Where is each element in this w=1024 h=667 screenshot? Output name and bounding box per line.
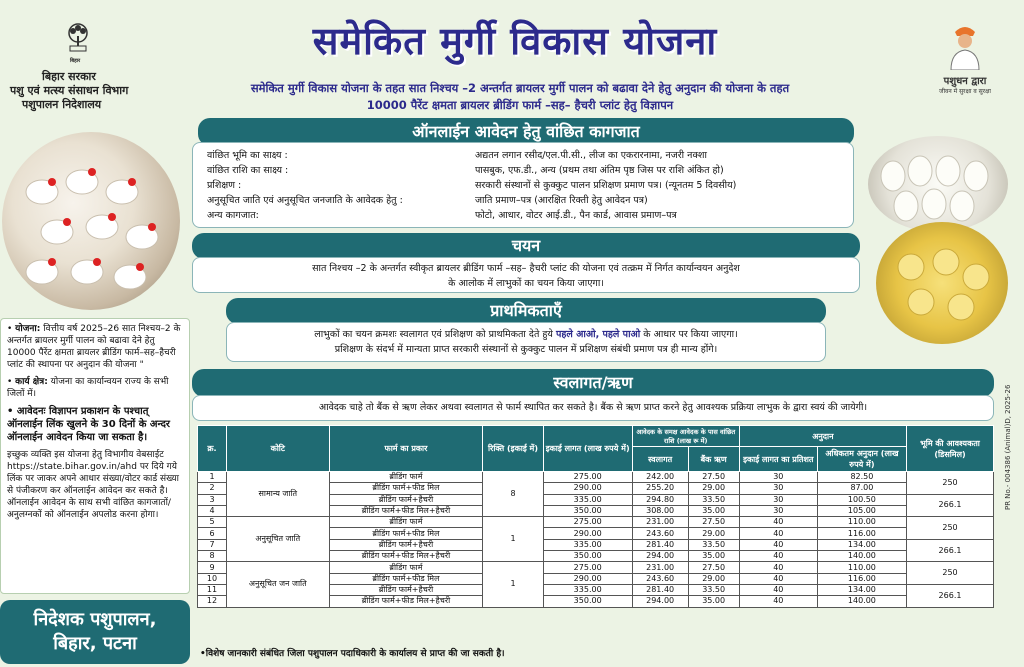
cell-bankloan: 27.50 <box>688 517 739 528</box>
table-row <box>198 517 994 528</box>
cell-bankloan: 33.50 <box>688 584 739 595</box>
director-box <box>0 600 190 664</box>
cell-vacancy: 8 <box>483 472 543 517</box>
cell-unit-cost: 335.00 <box>543 539 632 550</box>
table-row <box>198 562 994 573</box>
footnote: •विशेष जानकारी संबंधित जिला पशुपालन पदाधिकारी के कार्यालय से प्राप्त की जा सकती है। <box>200 649 505 659</box>
cell-sub-max: 116.00 <box>817 573 906 584</box>
th-bankloan: बैंक ऋण <box>688 447 739 472</box>
cell-unit-cost: 350.00 <box>543 551 632 562</box>
cell-selfcost: 242.00 <box>632 472 688 483</box>
bodhi-tree-emblem-icon <box>62 22 94 54</box>
scheme-label: योजना: <box>15 324 41 334</box>
th-land: भूमि की आवश्यकता (डिसमिल) <box>907 426 994 472</box>
cell-sr: 9 <box>198 562 227 573</box>
cell-sr: 1 <box>198 472 227 483</box>
cell-unit-cost: 350.00 <box>543 505 632 516</box>
emblem-text: बिहार <box>70 58 81 64</box>
cell-sub-max: 110.00 <box>817 517 906 528</box>
doc-label-training: प्रशिक्षण : <box>207 180 242 191</box>
doc-value-other: फोटो, आधार, वोटर आई.डी., पैन कार्ड, आवास प्रमाण–पत्र <box>475 210 677 221</box>
th-sub-max: अधिकतम अनुदान (लाख रुपये में) <box>817 447 906 472</box>
cell-bankloan: 33.50 <box>688 539 739 550</box>
cell-sr: 5 <box>198 517 227 528</box>
priority-heading: प्राथमिकताएँ <box>226 298 826 324</box>
cell-bankloan: 29.00 <box>688 573 739 584</box>
cell-selfcost: 231.00 <box>632 517 688 528</box>
th-vacancy: रिक्ति (इकाई में) <box>483 426 543 472</box>
instructions-paragraph: इच्छुक व्यक्ति इस योजना हेतु विभागीय वेबसाईट https://state.bihar.gov.in/ahd पर दिये गये लिंक पर जाकर अपने आधार संख्या/वोटर कार्ड संख्या से पंजीकरण कर ऑनलाईन आवेदन कर सकते है। ऑनलाईन आवेदन के साथ सभी वांछित कागजातों/अनुलग्नकों को ऑनलाईन अपलोड करना होगा। <box>7 450 179 520</box>
priority-text-1 <box>227 327 825 342</box>
subtitle-line-1: समेकित मुर्गी विकास योजना के तहत सात निश्चय –2 अन्तर्गत ब्रायलर मुर्गी पालन को बढावा देने हेतु अनुदान की योजना के तहत <box>250 81 790 95</box>
govt-logo-block <box>10 22 170 112</box>
cell-unit-cost: 290.00 <box>543 573 632 584</box>
cell-selfcost: 243.60 <box>632 573 688 584</box>
pashudhan-tagline: जीवन में सुरक्षा व सुरक्षा <box>939 88 991 95</box>
cell-land: 266.1 <box>907 494 994 517</box>
subsidy-table <box>197 425 994 608</box>
doc-label-other: अन्य कागजात: <box>207 210 259 221</box>
cell-sub-max: 105.00 <box>817 505 906 516</box>
application-text: विज्ञापन प्रकाशन के पश्चात् ऑनलाईन लिंक खुलने के 30 दिनों के अन्दर ऑनलाईन आवेदन किया जा सकता है। <box>7 406 170 443</box>
th-sub-pct: इकाई लागत का प्रतिशत <box>739 447 817 472</box>
cell-sub-pct: 40 <box>739 584 817 595</box>
cell-unit-cost: 335.00 <box>543 494 632 505</box>
cell-sub-max: 100.50 <box>817 494 906 505</box>
cell-sr: 7 <box>198 539 227 550</box>
cell-sub-pct: 40 <box>739 517 817 528</box>
cell-land: 266.1 <box>907 584 994 607</box>
scheme-text: वित्तीय वर्ष 2025–26 सात निश्चय–2 के अन्तर्गत ब्रायलर मुर्गी पालन को बढावा देने हेतु 10000 पैरेंट क्षमता ब्रायलर ब्रीडिंग फार्म–सह–हैचरी प्लांट की स्थापना पर अनुदान की योजना " <box>7 324 181 370</box>
directorate-name: पशुपालन निदेशालय <box>22 98 102 111</box>
cell-sub-pct: 40 <box>739 539 817 550</box>
priority-text-1a: लाभुकों का चयन क्रमशः स्वलागत एवं प्रशिक्षण को प्राथमिकता देते हुये <box>314 329 556 340</box>
cell-sub-max: 87.00 <box>817 483 906 494</box>
cell-sub-max: 140.00 <box>817 596 906 607</box>
cell-bankloan: 35.00 <box>688 596 739 607</box>
cell-sub-pct: 40 <box>739 596 817 607</box>
cell-sr: 6 <box>198 528 227 539</box>
selfcost-heading: स्वलागत/ऋण <box>192 369 994 397</box>
cell-farm-type: ब्रीडिंग फार्म+फीड मिल <box>329 528 483 539</box>
director-line-2: बिहार, पटना <box>53 633 137 654</box>
documents-panel <box>192 142 854 228</box>
table-row <box>198 472 994 483</box>
cell-selfcost: 243.60 <box>632 528 688 539</box>
cell-bankloan: 29.00 <box>688 483 739 494</box>
th-category: कोटि <box>226 426 329 472</box>
application-paragraph: • आवेदनः विज्ञापन प्रकाशन के पश्चात् ऑनलाईन लिंक खुलने के 30 दिनों के अन्दर ऑनलाईन आवेदन किया जा सकता है। <box>7 406 170 443</box>
cell-farm-type: ब्रीडिंग फार्म+फीड मिल+हैचरी <box>329 551 483 562</box>
cell-sr: 2 <box>198 483 227 494</box>
eggs-illustration <box>868 136 1008 232</box>
eggs-photo <box>868 136 1008 232</box>
work-area-label: कार्य क्षेत्र: <box>15 377 48 387</box>
th-unit-cost: इकाई लागत (लाख रुपये में) <box>543 426 632 472</box>
cell-sr: 8 <box>198 551 227 562</box>
chickens-illustration <box>2 132 180 310</box>
selfcost-text: आवेदक चाहे तो बैंक से ऋण लेकर अथवा स्वलागत से फार्म स्थापित कर सकते है। बैंक से ऋण प्राप्त करने हेतु आवश्यक प्रक्रिया लाभुक के द्वारा स्वयं की जायेगी। <box>318 402 868 413</box>
director-line-1: निदेशक पशुपालन, <box>33 609 157 630</box>
selection-text-2: के आलोक में लाभुकों का चयन किया जाएगा। <box>448 278 604 289</box>
pashudhan-logo-block <box>920 22 1010 95</box>
cell-farm-type: ब्रीडिंग फार्म+हैचरी <box>329 584 483 595</box>
main-title: समेकित मुर्गी विकास योजना <box>312 19 718 63</box>
doc-value-amount: पासबुक, एफ.डी., अन्य (प्रथम तथा अंतिम पृष्ठ जिस पर राशि अंकित हो) <box>475 165 724 176</box>
doc-value-training: सरकारी संस्थानों से कुक्कुट पालन प्रशिक्षण प्रमाण पत्र। (न्यूनतम 5 दिवसीय) <box>475 180 737 191</box>
cell-sub-pct: 40 <box>739 551 817 562</box>
scheme-paragraph: • योजना: वित्तीय वर्ष 2025–26 सात निश्चय–2 के अन्तर्गत ब्रायलर मुर्गी पालन को बढावा देने हेतु 10000 पैरेंट क्षमता ब्रायलर ब्रीडिंग फार्म–सह–हैचरी प्लांट की स्थापना पर अनुदान की योजना " <box>7 324 181 370</box>
cell-sub-pct: 30 <box>739 505 817 516</box>
subtitle <box>170 80 870 114</box>
cell-unit-cost: 275.00 <box>543 472 632 483</box>
cell-selfcost: 294.00 <box>632 596 688 607</box>
selection-text-1: सात निश्चय –2 के अन्तर्गत स्वीकृत ब्रायलर ब्रीडिंग फार्म –सह– हैचरी प्लांट की योजना एवं तत्क्रम में निर्गत कार्यान्वयन अनुदेश <box>312 263 740 274</box>
cell-sr: 3 <box>198 494 227 505</box>
cell-bankloan: 35.00 <box>688 551 739 562</box>
chickens-photo <box>2 132 180 310</box>
th-own-bank: आवेदक के समक्ष आवेदक के पास वांछित राशि (लाख रू में) <box>632 426 739 447</box>
doc-value-land: अद्यतन लगान रसीद/एल.पी.सी., लीज का एकरारनामा, नजरी नक्शा <box>475 150 707 161</box>
cell-land: 250 <box>907 517 994 540</box>
cell-selfcost: 255.20 <box>632 483 688 494</box>
cell-farm-type: ब्रीडिंग फार्म <box>329 517 483 528</box>
table-body <box>198 472 994 608</box>
documents-heading: ऑनलाईन आवेदन हेतु वांछित कागजात <box>198 118 854 146</box>
cell-sub-max: 134.00 <box>817 539 906 550</box>
cell-farm-type: ब्रीडिंग फार्म <box>329 472 483 483</box>
cell-sub-max: 134.00 <box>817 584 906 595</box>
cell-vacancy: 1 <box>483 562 543 607</box>
priority-text-1c: के आधार पर किया जाएगा। <box>640 329 738 340</box>
cell-sub-max: 82.50 <box>817 472 906 483</box>
selection-panel <box>192 257 860 293</box>
cell-selfcost: 281.40 <box>632 584 688 595</box>
cell-selfcost: 294.00 <box>632 551 688 562</box>
chicks-photo <box>876 222 1008 344</box>
cell-bankloan: 27.50 <box>688 562 739 573</box>
cell-farm-type: ब्रीडिंग फार्म <box>329 562 483 573</box>
selection-heading: चयन <box>192 233 860 259</box>
cell-sub-max: 140.00 <box>817 551 906 562</box>
cell-sub-pct: 40 <box>739 562 817 573</box>
cell-unit-cost: 275.00 <box>543 562 632 573</box>
farmer-mascot-icon <box>945 22 985 70</box>
cell-sub-pct: 30 <box>739 472 817 483</box>
subtitle-line-2: 10000 पैरेंट क्षमता ब्रायलर ब्रीडिंग फार्म –सह– हैचरी प्लांट हेतु विज्ञापन <box>366 98 674 112</box>
doc-label-amount: वांछित राशि का साक्ष्य : <box>207 165 289 176</box>
department-name: पशु एवं मत्स्य संसाधन विभाग <box>10 84 129 97</box>
cell-sub-pct: 30 <box>739 494 817 505</box>
cell-land: 266.1 <box>907 539 994 562</box>
cell-farm-type: ब्रीडिंग फार्म+फीड मिल <box>329 573 483 584</box>
pashudhan-title: पशुधन द्वारा <box>943 76 987 87</box>
cell-sr: 12 <box>198 596 227 607</box>
cell-farm-type: ब्रीडिंग फार्म+फीड मिल <box>329 483 483 494</box>
cell-sub-max: 116.00 <box>817 528 906 539</box>
cell-sr: 4 <box>198 505 227 516</box>
cell-unit-cost: 275.00 <box>543 517 632 528</box>
cell-farm-type: ब्रीडिंग फार्म+फीड मिल+हैचरी <box>329 505 483 516</box>
cell-selfcost: 294.80 <box>632 494 688 505</box>
priority-text-2: प्रशिक्षण के संदर्भ में मान्यता प्राप्त सरकारी संस्थानों से कुक्कुट पालन में प्रशिक्षण संबंधी प्रमाण पत्र ही मान्य होंगे। <box>334 344 718 355</box>
cell-category: अनुसूचित जाति <box>226 517 329 562</box>
th-subsidy: अनुदान <box>739 426 906 447</box>
cell-unit-cost: 335.00 <box>543 584 632 595</box>
cell-selfcost: 231.00 <box>632 562 688 573</box>
cell-farm-type: ब्रीडिंग फार्म+फीड मिल+हैचरी <box>329 596 483 607</box>
cell-sub-pct: 30 <box>739 483 817 494</box>
cell-sub-pct: 40 <box>739 528 817 539</box>
cell-bankloan: 35.00 <box>688 505 739 516</box>
cell-bankloan: 33.50 <box>688 494 739 505</box>
cell-category: सामान्य जाति <box>226 472 329 517</box>
doc-label-land: वांछित भूमि का साक्ष्य : <box>207 150 288 161</box>
cell-bankloan: 27.50 <box>688 472 739 483</box>
cell-sr: 10 <box>198 573 227 584</box>
selfcost-panel <box>192 395 994 421</box>
chicks-illustration <box>876 222 1008 344</box>
cell-unit-cost: 350.00 <box>543 596 632 607</box>
first-come-first-serve: पहले आओ, पहले पाओ <box>555 329 641 340</box>
cell-sub-max: 110.00 <box>817 562 906 573</box>
govt-name: बिहार सरकार <box>42 70 96 83</box>
priority-panel <box>226 322 826 362</box>
cell-selfcost: 281.40 <box>632 539 688 550</box>
work-area-paragraph: • कार्य क्षेत्र: योजना का कार्यान्वयन राज्य के सभी जिलों में। <box>7 377 169 399</box>
cell-selfcost: 308.00 <box>632 505 688 516</box>
cell-unit-cost: 290.00 <box>543 483 632 494</box>
cell-farm-type: ब्रीडिंग फार्म+हैचरी <box>329 494 483 505</box>
pr-number: PR No.- 004386 (Animal)D, 2025-26 <box>1004 384 1012 510</box>
cell-sr: 11 <box>198 584 227 595</box>
left-info-box <box>0 318 190 594</box>
th-farm-type: फार्म का प्रकार <box>329 426 483 472</box>
work-area-text: योजना का कार्यान्वयन राज्य के सभी जिलों में। <box>7 377 169 399</box>
th-sr: क्र. <box>198 426 227 472</box>
cell-unit-cost: 290.00 <box>543 528 632 539</box>
doc-label-caste: अनुसूचित जाति एवं अनुसूचित जनजाति के आवेदक हेतु : <box>207 195 403 206</box>
cell-land: 250 <box>907 562 994 585</box>
cell-sub-pct: 40 <box>739 573 817 584</box>
cell-bankloan: 29.00 <box>688 528 739 539</box>
doc-value-caste: जाति प्रमाण–पत्र (आरक्षित रिक्ती हेतु आवेदन पत्र) <box>475 195 648 206</box>
cell-land: 250 <box>907 472 994 495</box>
cell-vacancy: 1 <box>483 517 543 562</box>
th-selfcost: स्वलागत <box>632 447 688 472</box>
application-label: आवेदनः <box>16 406 46 417</box>
cell-farm-type: ब्रीडिंग फार्म+हैचरी <box>329 539 483 550</box>
cell-category: अनुसूचित जन जाति <box>226 562 329 607</box>
